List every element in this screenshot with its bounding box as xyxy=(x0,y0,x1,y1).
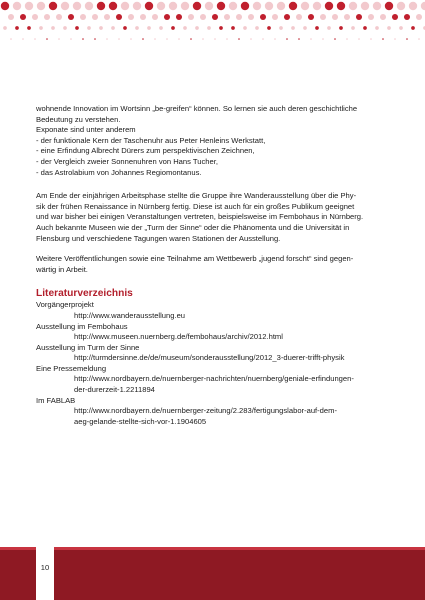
exponate-item: - der Vergleich zweier Sonnenuhren von Hans Tucher, xyxy=(36,156,218,166)
decorative-dot xyxy=(13,2,21,10)
literature-label: Eine Pressemeldung xyxy=(36,363,107,373)
literature-label: Ausstellung im Turm der Sinne xyxy=(36,342,140,352)
decorative-dot xyxy=(385,2,393,10)
decorative-dot xyxy=(94,38,96,40)
decorative-dot xyxy=(356,14,362,20)
decorative-dot xyxy=(236,14,242,20)
decorative-dot xyxy=(404,14,410,20)
decorative-dot xyxy=(97,2,105,10)
decorative-dot xyxy=(140,14,146,20)
decorative-dot xyxy=(15,26,19,30)
decorative-dot xyxy=(58,38,60,40)
decorative-dot xyxy=(325,2,333,10)
decorative-dot xyxy=(243,26,247,30)
decorative-dot xyxy=(274,38,276,40)
decorative-dot xyxy=(339,26,343,30)
decorative-dot xyxy=(109,2,117,10)
decorative-dot xyxy=(344,14,350,20)
literature-heading: Literaturverzeichnis xyxy=(36,288,133,300)
decorative-dot xyxy=(217,2,225,10)
decorative-dot xyxy=(397,2,405,10)
decorative-dot xyxy=(368,14,374,20)
decorative-dot xyxy=(303,26,307,30)
decorative-dot xyxy=(337,2,345,10)
decorative-dot xyxy=(375,26,379,30)
decorative-dot xyxy=(224,14,230,20)
decorative-dot xyxy=(387,26,391,30)
decorative-dot xyxy=(111,26,115,30)
decorative-dot xyxy=(183,26,187,30)
body-line: Am Ende der einjährigen Arbeitsphase stellte die Gruppe ihre Wanderausstellung über die Phy- xyxy=(36,191,357,201)
exponate-item: - das Astrolabium von Johannes Regiomontanus. xyxy=(36,167,202,177)
body-line: wohnende Innovation im Wortsinn „be-greifen“ können. So lernen sie auch deren geschichtliche xyxy=(36,104,358,113)
decorative-dot xyxy=(85,2,93,10)
decorative-dot xyxy=(178,38,180,40)
decorative-dot xyxy=(406,38,408,40)
decorative-dot xyxy=(382,38,384,40)
decorative-dot xyxy=(409,2,417,10)
decorative-dot xyxy=(99,26,103,30)
decorative-dot xyxy=(346,38,348,40)
dot-pattern xyxy=(0,0,425,44)
decorative-dot xyxy=(277,2,285,10)
page-content xyxy=(36,104,390,427)
decorative-dot xyxy=(80,14,86,20)
decorative-dot xyxy=(279,26,283,30)
decorative-dot xyxy=(106,38,108,40)
decorative-dot xyxy=(121,2,129,10)
decorative-dot xyxy=(265,2,273,10)
decorative-dot xyxy=(363,26,367,30)
decorative-dot xyxy=(123,26,127,30)
decorative-dot xyxy=(361,2,369,10)
decorative-dot xyxy=(418,38,420,40)
decorative-dot xyxy=(214,38,216,40)
decorative-dot xyxy=(130,38,132,40)
decorative-dot xyxy=(61,2,69,10)
decorative-dot xyxy=(56,14,62,20)
decorative-dot xyxy=(75,26,79,30)
decorative-dot xyxy=(308,14,314,20)
decorative-dot xyxy=(46,38,48,40)
decorative-dot xyxy=(195,26,199,30)
decorative-dot xyxy=(315,26,319,30)
literature-url[interactable]: der-durerzeit-1.2211894 xyxy=(74,385,155,395)
decorative-dot xyxy=(25,2,33,10)
literature-url[interactable]: http://www.wanderausstellung.eu xyxy=(74,310,186,320)
decorative-dot xyxy=(22,38,24,40)
literature-url[interactable]: http://turmdersinne.de/de/museum/sonderausstellung/2012_3-duerer-trifft-physik xyxy=(74,353,345,363)
body-line: Weitere Veröffentlichungen sowie eine Teilnahme am Wettbewerb „jugend forscht“ sind gegen- xyxy=(36,254,354,264)
decorative-dot xyxy=(154,38,156,40)
decorative-dot xyxy=(327,26,331,30)
decorative-dot xyxy=(190,38,192,40)
decorative-dot-header xyxy=(0,0,425,44)
decorative-dot xyxy=(133,2,141,10)
decorative-dot xyxy=(260,14,266,20)
decorative-dot xyxy=(334,38,336,40)
decorative-dot xyxy=(411,26,415,30)
decorative-dot xyxy=(166,38,168,40)
decorative-dot xyxy=(135,26,139,30)
decorative-dot xyxy=(63,26,67,30)
decorative-dot xyxy=(286,38,288,40)
decorative-dot xyxy=(284,14,290,20)
body-line: Auch bekannte Museen wie der „Turm der Sinne“ oder die Phänomenta und die Universität in xyxy=(36,222,350,232)
decorative-dot xyxy=(73,2,81,10)
decorative-dot xyxy=(358,38,360,40)
decorative-dot xyxy=(229,2,237,10)
decorative-dot xyxy=(20,14,26,20)
decorative-dot xyxy=(370,38,372,40)
literature-label: Ausstellung im Fembohaus xyxy=(36,321,128,331)
decorative-dot xyxy=(226,38,228,40)
decorative-dot xyxy=(128,14,134,20)
decorative-dot xyxy=(380,14,386,20)
decorative-dot xyxy=(147,26,151,30)
decorative-dot xyxy=(255,26,259,30)
decorative-dot xyxy=(241,2,249,10)
decorative-dot xyxy=(272,14,278,20)
decorative-dot xyxy=(399,26,403,30)
decorative-dot xyxy=(332,14,338,20)
decorative-dot xyxy=(207,26,211,30)
decorative-dot xyxy=(44,14,50,20)
decorative-dot xyxy=(145,2,153,10)
footer-stripe xyxy=(0,547,425,550)
decorative-dot xyxy=(205,2,213,10)
decorative-dot xyxy=(250,38,252,40)
decorative-dot xyxy=(416,14,422,20)
decorative-dot xyxy=(157,2,165,10)
page-number-box xyxy=(36,547,54,600)
body-line: und war bisher bei einigen Veranstaltungen vertreten, beispielsweise im Fembohaus in Nürnberg. xyxy=(36,212,364,222)
literature-label: Im FABLAB xyxy=(36,395,76,405)
literature-url[interactable]: http://www.museen.nuernberg.de/fembohaus/archiv/2012.html xyxy=(74,332,283,342)
decorative-dot xyxy=(3,26,7,30)
decorative-dot xyxy=(171,26,175,30)
decorative-dot xyxy=(392,14,398,20)
decorative-dot xyxy=(49,2,57,10)
decorative-dot xyxy=(87,26,91,30)
decorative-dot xyxy=(291,26,295,30)
decorative-dot xyxy=(202,38,204,40)
decorative-dot xyxy=(82,38,84,40)
decorative-dot xyxy=(116,14,122,20)
decorative-dot xyxy=(39,26,43,30)
decorative-dot xyxy=(51,26,55,30)
decorative-dot xyxy=(152,14,158,20)
literature-url[interactable]: http://www.nordbayern.de/nuernberger-zeitung/2.283/fertigungslabor-auf-dem- xyxy=(74,406,337,416)
decorative-dot xyxy=(104,14,110,20)
decorative-dot xyxy=(421,2,425,10)
footer-band xyxy=(0,547,425,600)
decorative-dot xyxy=(8,14,14,20)
decorative-dot xyxy=(238,38,240,40)
decorative-dot xyxy=(351,26,355,30)
decorative-dot xyxy=(301,2,309,10)
literature-url[interactable]: http://www.nordbayern.de/nuernberger-nachrichten/nuernberg/geniale-erfindungen- xyxy=(74,374,354,384)
decorative-dot xyxy=(159,26,163,30)
decorative-dot xyxy=(200,14,206,20)
decorative-dot xyxy=(34,38,36,40)
decorative-dot xyxy=(373,2,381,10)
decorative-dot xyxy=(320,14,326,20)
body-line: sik der frühen Renaissance in Nürnberg fertig. Diese ist auch für ein großes Publikum geeignet xyxy=(36,201,355,211)
decorative-dot xyxy=(310,38,312,40)
decorative-dot xyxy=(253,2,261,10)
exponate-item: - eine Erfindung Albrecht Dürers zum perspektivischen Zeichnen, xyxy=(36,146,255,156)
decorative-dot xyxy=(27,26,31,30)
literature-url[interactable]: aeg-gelande-stellte-sich-vor-1.1904605 xyxy=(74,416,207,426)
decorative-dot xyxy=(70,38,72,40)
body-line: Flensburg und verschiedene Tagungen waren Stationen der Ausstellung. xyxy=(36,233,281,243)
literature-label: Vorgängerprojekt xyxy=(36,300,94,310)
decorative-dot xyxy=(219,26,223,30)
decorative-dot xyxy=(212,14,218,20)
page-number: 10 xyxy=(40,563,50,572)
decorative-dot xyxy=(37,2,45,10)
decorative-dot xyxy=(68,14,74,20)
decorative-dot xyxy=(298,38,300,40)
decorative-dot xyxy=(349,2,357,10)
decorative-dot xyxy=(164,14,170,20)
decorative-dot xyxy=(118,38,120,40)
exponate-intro: Exponate sind unter anderem xyxy=(36,125,136,135)
decorative-dot xyxy=(176,14,182,20)
body-line: wärtig in Arbeit. xyxy=(36,264,88,274)
decorative-dot xyxy=(193,2,201,10)
decorative-dot xyxy=(296,14,302,20)
decorative-dot xyxy=(181,2,189,10)
body-line: Bedeutung zu verstehen. xyxy=(36,114,121,124)
decorative-dot xyxy=(248,14,254,20)
decorative-dot xyxy=(289,2,297,10)
decorative-dot xyxy=(188,14,194,20)
decorative-dot xyxy=(231,26,235,30)
decorative-dot xyxy=(1,2,9,10)
exponate-item: - der funktionale Kern der Taschenuhr aus Peter Henleins Werkstatt, xyxy=(36,135,266,145)
decorative-dot xyxy=(262,38,264,40)
decorative-dot xyxy=(394,38,396,40)
decorative-dot xyxy=(10,38,12,40)
decorative-dot xyxy=(322,38,324,40)
decorative-dot xyxy=(92,14,98,20)
decorative-dot xyxy=(267,26,271,30)
decorative-dot xyxy=(313,2,321,10)
decorative-dot xyxy=(32,14,38,20)
decorative-dot xyxy=(142,38,144,40)
decorative-dot xyxy=(169,2,177,10)
